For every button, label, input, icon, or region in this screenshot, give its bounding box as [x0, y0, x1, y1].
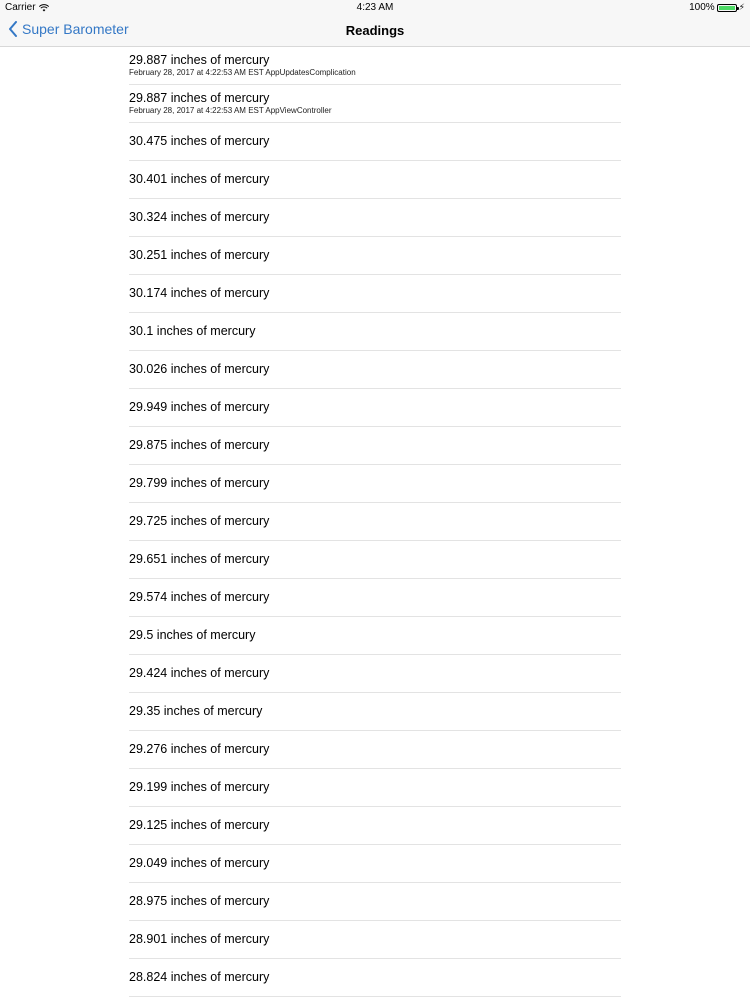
battery-icon [717, 4, 737, 12]
reading-value: 30.026 inches of mercury [129, 362, 270, 376]
list-item[interactable] [129, 503, 621, 541]
status-right [689, 2, 745, 13]
list-item[interactable] [129, 85, 621, 123]
list-item[interactable] [129, 389, 621, 427]
list-item[interactable] [129, 541, 621, 579]
reading-value: 29.276 inches of mercury [129, 742, 270, 756]
list-item[interactable] [129, 47, 621, 85]
list-item[interactable] [129, 199, 621, 237]
list-item[interactable] [129, 161, 621, 199]
list-item[interactable] [129, 731, 621, 769]
reading-value: 29.887 inches of mercury [129, 53, 270, 67]
status-time: 4:23 AM [356, 2, 394, 13]
reading-value: 30.401 inches of mercury [129, 172, 270, 186]
reading-value: 28.824 inches of mercury [129, 970, 270, 984]
readings-list [129, 47, 621, 997]
list-item[interactable] [129, 655, 621, 693]
reading-value: 29.887 inches of mercury [129, 91, 270, 105]
back-button-label: Super Barometer [22, 21, 129, 37]
reading-value: 29.949 inches of mercury [129, 400, 270, 414]
list-item[interactable] [129, 845, 621, 883]
list-item[interactable] [129, 313, 621, 351]
list-item[interactable] [129, 959, 621, 997]
reading-value: 29.875 inches of mercury [129, 438, 270, 452]
reading-value: 29.574 inches of mercury [129, 590, 270, 604]
reading-value: 28.901 inches of mercury [129, 932, 270, 946]
reading-value: 30.324 inches of mercury [129, 210, 270, 224]
reading-value: 30.475 inches of mercury [129, 134, 270, 148]
status-bar [0, 0, 750, 16]
list-item[interactable] [129, 579, 621, 617]
list-item[interactable] [129, 123, 621, 161]
list-item[interactable] [129, 351, 621, 389]
reading-value: 29.424 inches of mercury [129, 666, 270, 680]
reading-value: 29.125 inches of mercury [129, 818, 270, 832]
reading-subtitle: February 28, 2017 at 4:22:53 AM EST AppViewController [129, 106, 332, 115]
battery-percent: 100% [689, 2, 715, 13]
reading-value: 29.199 inches of mercury [129, 780, 270, 794]
list-item[interactable] [129, 427, 621, 465]
list-item[interactable] [129, 465, 621, 503]
list-item[interactable] [129, 275, 621, 313]
reading-value: 29.651 inches of mercury [129, 552, 270, 566]
page-title: Readings [345, 23, 405, 38]
reading-value: 29.725 inches of mercury [129, 514, 270, 528]
carrier-label: Carrier [5, 2, 36, 13]
reading-value: 30.251 inches of mercury [129, 248, 270, 262]
reading-value: 29.35 inches of mercury [129, 704, 263, 718]
list-item[interactable] [129, 693, 621, 731]
reading-value: 30.1 inches of mercury [129, 324, 256, 338]
reading-value: 28.975 inches of mercury [129, 894, 270, 908]
reading-value: 29.049 inches of mercury [129, 856, 270, 870]
reading-value: 30.174 inches of mercury [129, 286, 270, 300]
navigation-bar [0, 16, 750, 47]
list-item[interactable] [129, 617, 621, 655]
list-item[interactable] [129, 883, 621, 921]
charging-bolt-icon: ⚡ [738, 2, 745, 12]
list-item[interactable] [129, 769, 621, 807]
reading-subtitle: February 28, 2017 at 4:22:53 AM EST AppUpdatesComplication [129, 68, 356, 77]
list-item[interactable] [129, 807, 621, 845]
list-item[interactable] [129, 237, 621, 275]
list-item[interactable] [129, 921, 621, 959]
reading-value: 29.5 inches of mercury [129, 628, 256, 642]
reading-value: 29.799 inches of mercury [129, 476, 270, 490]
